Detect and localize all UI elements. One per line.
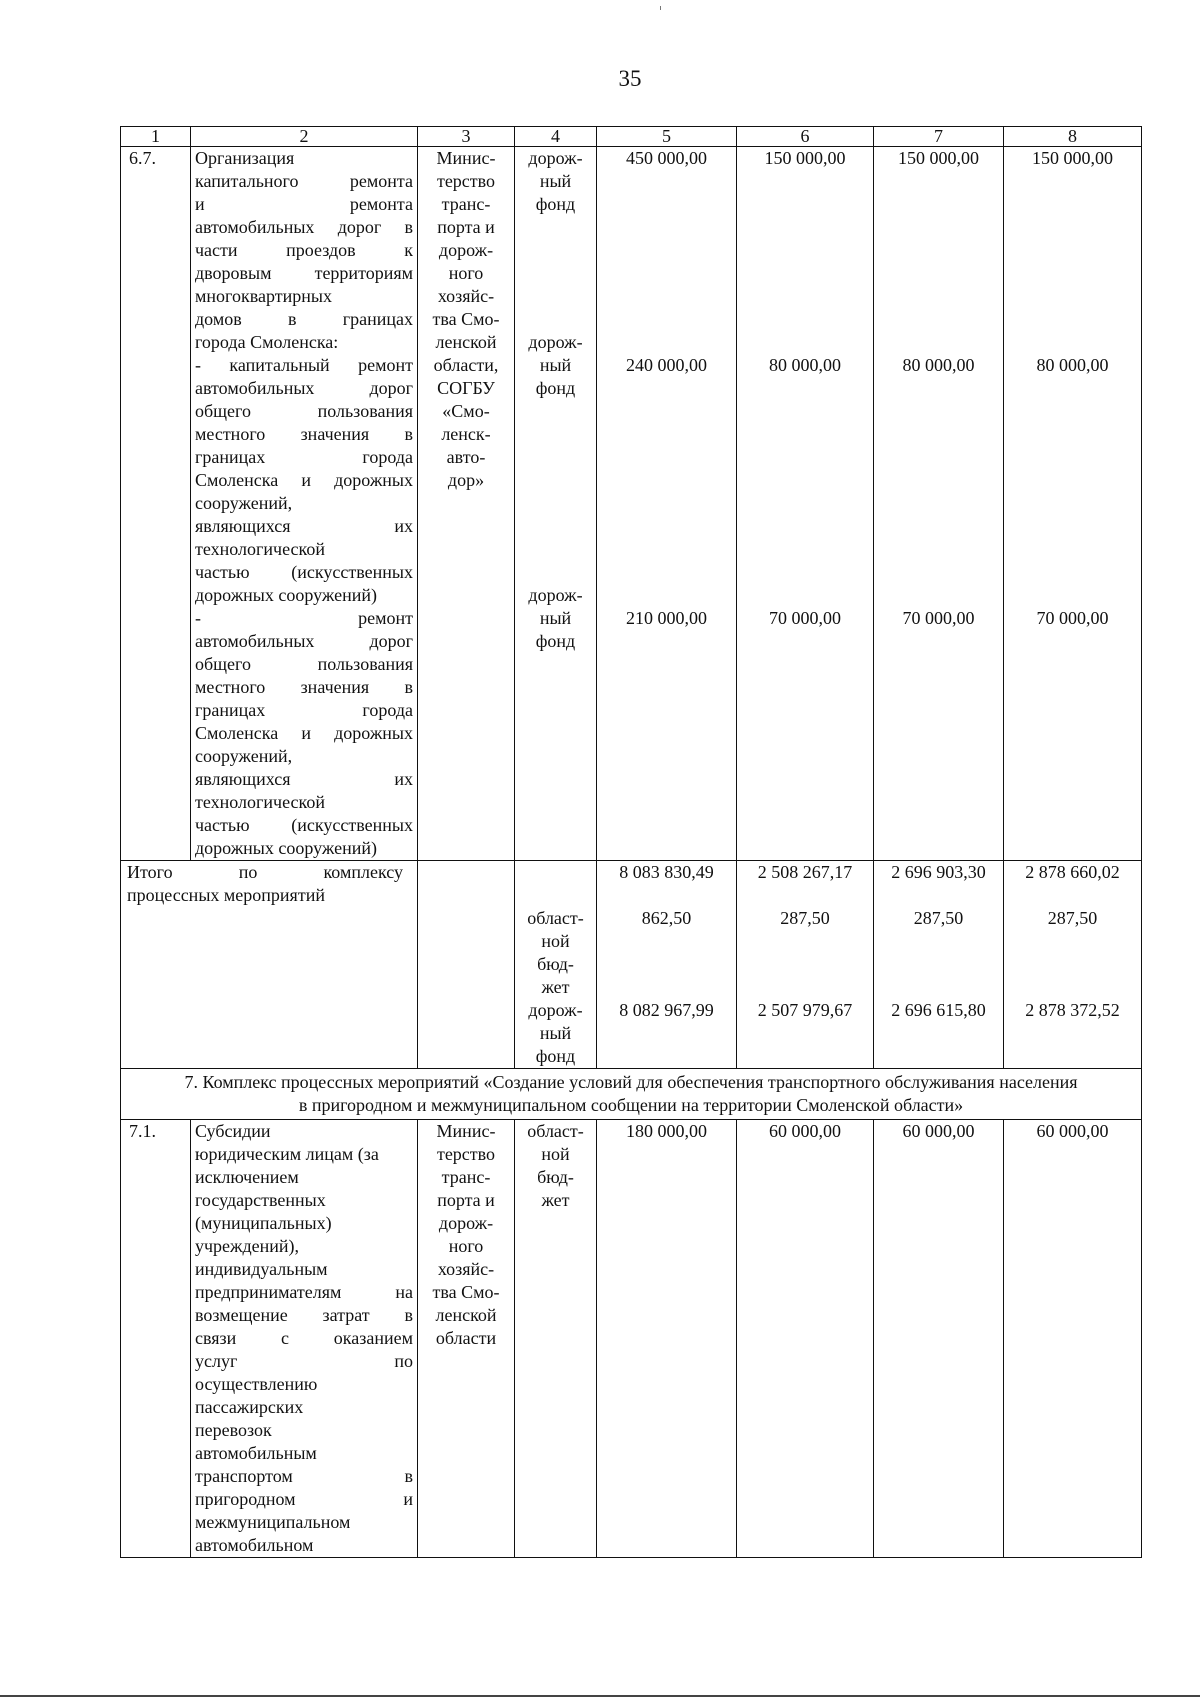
- total-executor: [418, 861, 515, 1069]
- total-label-line: процессных мероприятий: [127, 885, 325, 905]
- text-line: бюд-: [537, 1167, 574, 1187]
- value-cell: 450 000,00: [626, 148, 707, 168]
- text-line: дорож-: [528, 1000, 583, 1020]
- text-line: терство: [436, 1144, 496, 1164]
- name-line: сооружений,: [195, 746, 293, 766]
- header-cell: 4: [515, 127, 597, 147]
- name-line: дорожных сооружений): [195, 585, 377, 605]
- header-cell: 1: [121, 127, 191, 147]
- text-line: транс-: [441, 194, 491, 214]
- text-line: фонд: [535, 631, 576, 651]
- value-cell: 150 000,00: [764, 148, 846, 168]
- executor-lines: [420, 147, 512, 492]
- total-col-8: [1004, 861, 1142, 1069]
- name-line: автомобильных дорог в: [195, 217, 413, 237]
- text-line: авто-: [446, 447, 486, 467]
- total-label-line: Итого по комплексу: [127, 862, 403, 882]
- text-line: ленской: [435, 1305, 497, 1325]
- value-cell: 862,50: [641, 908, 692, 928]
- text-line: бюд-: [537, 954, 574, 974]
- name-line: государственных: [195, 1190, 326, 1210]
- row-name: [191, 147, 418, 861]
- section-title-line: в пригородном и межмуниципальном сообщении на территории Смоленской области»: [298, 1095, 964, 1115]
- value-col-6: [737, 147, 874, 861]
- row-name: [191, 1120, 418, 1558]
- total-source: [515, 861, 597, 1069]
- name-line: дворовым территориям: [195, 263, 413, 283]
- header-cell: 6: [737, 127, 874, 147]
- value-cell: 80 000,00: [1036, 355, 1109, 375]
- row-source: [515, 147, 597, 861]
- header-cell: 8: [1004, 127, 1142, 147]
- text-line: ленск-: [441, 424, 491, 444]
- name-line: автомобильным: [195, 1443, 317, 1463]
- source-block: [517, 584, 594, 653]
- section-7-row: [121, 1069, 1142, 1120]
- value-col-7: [874, 147, 1004, 861]
- name-line: частью (искусственных: [195, 562, 413, 582]
- text-line: жет: [541, 1190, 570, 1210]
- name-line: связи с оказанием: [195, 1328, 413, 1348]
- name-line: индивидуальным: [195, 1259, 328, 1279]
- scan-mark: [660, 6, 661, 10]
- name-line: Организация: [195, 148, 295, 168]
- text-line: Минис-: [436, 148, 496, 168]
- name-line: местного значения в: [195, 424, 413, 444]
- name-line: транспортом в: [195, 1466, 413, 1486]
- text-line: фонд: [535, 194, 576, 214]
- text-line: порта и: [437, 217, 495, 237]
- name-line: учреждений),: [195, 1236, 300, 1256]
- value-cell: 2 507 979,67: [757, 1000, 853, 1020]
- name-line: Смоленска и дорожных: [195, 723, 413, 743]
- text-line: дорож-: [528, 148, 583, 168]
- value-cell: 150 000,00: [898, 148, 979, 168]
- row-number: 6.7.: [121, 147, 191, 861]
- value-cell: 2 508 267,17: [757, 862, 853, 882]
- row-executor: [418, 1120, 515, 1558]
- value-col-8: [1004, 147, 1142, 861]
- name-line: - капитальный ремонт: [195, 355, 413, 375]
- value-cell: 180 000,00: [597, 1120, 737, 1558]
- name-line: автомобильных дорог: [195, 631, 413, 651]
- text-line: жет: [541, 977, 570, 997]
- name-line: дорожных сооружений): [195, 838, 377, 858]
- text-line: дорож-: [438, 1213, 494, 1233]
- name-line: осуществлению: [195, 1374, 318, 1394]
- name-line: домов в границах: [195, 309, 413, 329]
- text-line: ный: [539, 1023, 572, 1043]
- value-cell: 287,50: [913, 908, 964, 928]
- table-row-total: [121, 861, 1142, 1069]
- name-line: капитального ремонта: [195, 171, 413, 191]
- name-line: являющихся их: [195, 516, 413, 536]
- text-line: ный: [539, 355, 572, 375]
- value-cell: 287,50: [780, 908, 830, 928]
- total-label: [121, 861, 418, 1069]
- table-row-6-7: [121, 147, 1142, 861]
- value-cell: 60 000,00: [737, 1120, 874, 1558]
- name-line: технологической: [195, 792, 325, 812]
- name-line: межмуниципальном: [195, 1512, 351, 1532]
- text-line: дорож-: [528, 585, 583, 605]
- name-line: Субсидии: [195, 1121, 271, 1141]
- value-cell: 80 000,00: [902, 355, 975, 375]
- executor-lines: [420, 1120, 512, 1350]
- section-title: [121, 1069, 1142, 1120]
- name-line: технологической: [195, 539, 325, 559]
- value-cell: 8 082 967,99: [619, 1000, 714, 1020]
- text-line: терство: [436, 171, 496, 191]
- name-lines: [195, 147, 413, 860]
- text-line: област-: [527, 908, 584, 928]
- text-line: дор»: [447, 470, 485, 490]
- text-line: СОГБУ: [437, 378, 495, 398]
- name-line: являющихся их: [195, 769, 413, 789]
- text-line: ного: [448, 1236, 484, 1256]
- name-line: юридическим лицам (за: [195, 1144, 379, 1164]
- value-col-5: [597, 147, 737, 861]
- name-line: многоквартирных: [195, 286, 332, 306]
- text-line: фонд: [535, 1046, 576, 1066]
- name-line: возмещение затрат в: [195, 1305, 413, 1325]
- text-line: области,: [433, 355, 499, 375]
- text-line: транс-: [441, 1167, 491, 1187]
- value-cell: 60 000,00: [874, 1120, 1004, 1558]
- name-line: Смоленска и дорожных: [195, 470, 413, 490]
- total-col-5: [597, 861, 737, 1069]
- text-line: област-: [527, 1121, 584, 1141]
- value-cell: 240 000,00: [626, 355, 707, 375]
- text-line: хозяйс-: [437, 1259, 495, 1279]
- row-executor: [418, 147, 515, 861]
- value-cell: 2 696 903,30: [891, 862, 986, 882]
- name-line: частью (искусственных: [195, 815, 413, 835]
- header-cell: 7: [874, 127, 1004, 147]
- name-line: города Смоленска:: [195, 332, 339, 352]
- section-title-line: 7. Комплекс процессных мероприятий «Создание условий для обеспечения транспортного обслуживания населения: [184, 1072, 1078, 1092]
- value-cell: 287,50: [1047, 908, 1098, 928]
- text-line: области: [435, 1328, 497, 1348]
- text-line: дорож-: [528, 332, 583, 352]
- name-line: автомобильных дорог: [195, 378, 413, 398]
- value-cell: 2 878 660,02: [1025, 862, 1120, 882]
- name-line: части проездов к: [195, 240, 413, 260]
- text-line: ный: [539, 608, 572, 628]
- source-block: [517, 147, 594, 331]
- row-source: [515, 1120, 597, 1558]
- row-number: 7.1.: [121, 1120, 191, 1558]
- value-cell: 70 000,00: [902, 608, 975, 628]
- name-line: пригородном и: [195, 1489, 413, 1509]
- page-number: 35: [618, 66, 642, 91]
- name-line: границах города: [195, 447, 413, 467]
- name-line: общего пользования: [195, 401, 413, 421]
- value-cell: 8 083 830,49: [619, 862, 714, 882]
- header-cell: 5: [597, 127, 737, 147]
- text-line: хозяйс-: [437, 286, 495, 306]
- source-block: [517, 331, 594, 584]
- text-line: ной: [541, 1144, 570, 1164]
- name-line: и ремонта: [195, 194, 413, 214]
- scan-edge-line: [0, 1695, 1200, 1697]
- name-line: местного значения в: [195, 677, 413, 697]
- source-block: [517, 1120, 594, 1212]
- total-col-7: [874, 861, 1004, 1069]
- name-line: автомобильном: [195, 1535, 314, 1555]
- name-line: исключением: [195, 1167, 299, 1187]
- text-line: «Смо-: [442, 401, 490, 421]
- text-line: тва Смо-: [432, 309, 500, 329]
- total-col-6: [737, 861, 874, 1069]
- value-cell: 2 696 615,80: [891, 1000, 986, 1020]
- text-line: ной: [541, 931, 570, 951]
- header-row: [121, 127, 1142, 147]
- text-line: Минис-: [436, 1121, 496, 1141]
- name-line: предпринимателям на: [195, 1282, 413, 1302]
- value-cell: 60 000,00: [1004, 1120, 1142, 1558]
- name-line: границах города: [195, 700, 413, 720]
- text-line: ленской: [435, 332, 497, 352]
- text-line: порта и: [437, 1190, 495, 1210]
- name-line: услуг по: [195, 1351, 413, 1371]
- value-cell: 150 000,00: [1032, 148, 1113, 168]
- value-cell: 210 000,00: [626, 608, 707, 628]
- text-line: ный: [539, 171, 572, 191]
- name-line: пассажирских: [195, 1397, 304, 1417]
- table-row-7-1: [121, 1120, 1142, 1558]
- name-line: (муниципальных): [195, 1213, 332, 1233]
- value-cell: 80 000,00: [769, 355, 841, 375]
- value-cell: 2 878 372,52: [1025, 1000, 1120, 1020]
- value-cell: 70 000,00: [1036, 608, 1109, 628]
- header-cell: 2: [191, 127, 418, 147]
- budget-table: [120, 126, 1142, 1558]
- source-block: [517, 907, 594, 999]
- value-cell: 70 000,00: [769, 608, 841, 628]
- text-line: дорож-: [438, 240, 494, 260]
- name-line: общего пользования: [195, 654, 413, 674]
- source-block: [517, 999, 594, 1068]
- name-line: - ремонт: [195, 608, 413, 628]
- text-line: фонд: [535, 378, 576, 398]
- name-line: сооружений,: [195, 493, 293, 513]
- header-cell: 3: [418, 127, 515, 147]
- text-line: тва Смо-: [432, 1282, 500, 1302]
- text-line: ного: [448, 263, 484, 283]
- name-line: перевозок: [195, 1420, 272, 1440]
- name-lines: [195, 1120, 413, 1557]
